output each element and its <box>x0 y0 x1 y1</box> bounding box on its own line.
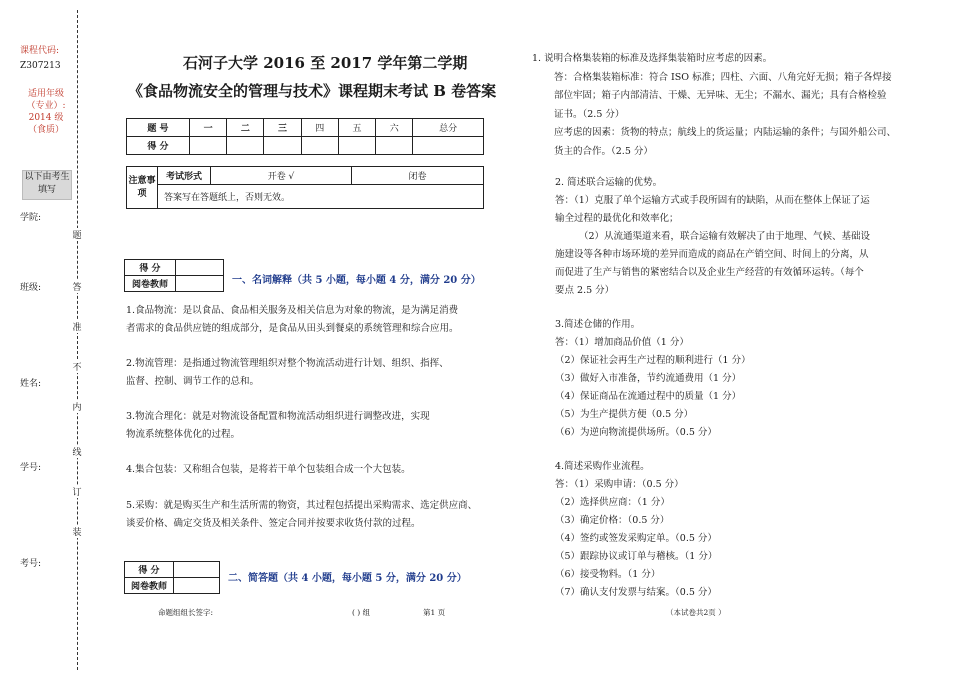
text-line: 2.物流管理：是指通过物流管理组织对整个物流活动进行计划、组织、指挥、 <box>126 358 449 369</box>
section-score-label: 得 分 <box>125 562 174 578</box>
text-line: 物流系统整体优化的过程。 <box>126 429 241 440</box>
course-code-label: 课程代码: <box>20 46 60 56</box>
college-field-label: 学院: <box>20 213 42 223</box>
score-table-header-row <box>127 119 484 137</box>
page-number: 第1 页 <box>423 608 446 617</box>
section2-score-box <box>124 561 220 594</box>
text-line: 输全过程的最优化和效率化； <box>555 213 679 224</box>
question-col: 二 <box>227 119 264 137</box>
text-line: （3）确定价格：（0.5 分） <box>555 515 670 526</box>
section1-heading: 一、名词解释（共 5 小题，每小题 4 分，满分 20 分） <box>232 275 481 286</box>
exam-title: 石河子大学 2016 至 2017 学年第二学期 <box>183 54 468 72</box>
binding-char: 答 <box>71 280 83 293</box>
text-line: （4）保证商品在流通过程中的质量（1 分） <box>555 391 742 402</box>
text-line: 4.集合包装：又称组合包装，是将若干单个包装组合成一个大包装。 <box>126 464 411 475</box>
reviewer-label: 阅卷教师 <box>125 578 174 594</box>
text-line: （5）跟踪协议或订单与稽核。（1 分） <box>555 551 718 562</box>
open-book-option: 开卷 √ <box>211 167 352 185</box>
score-table <box>126 118 484 155</box>
score-cell[interactable] <box>301 137 338 155</box>
text-line: 4.简述采购作业流程。 <box>555 461 650 472</box>
section1-item <box>126 302 511 338</box>
text-line: 1. 说明合格集装箱的标准及选择集装箱时应考虑的因素。 <box>532 53 773 64</box>
grade-line: （食质） <box>27 125 64 135</box>
text-line: 而促进了生产与销售的紧密结合以及企业生产经营的有效循环运转。（每个 <box>555 267 864 278</box>
text-line: 1.食品物流：是以食品、食品相关服务及相关信息为对象的物流，是为满足消费 <box>126 305 459 316</box>
section1-item <box>126 497 511 533</box>
text-line: 答：（1）增加商品价值（1 分） <box>555 337 689 348</box>
text-line: （3）做好入市准备，节约流通费用（1 分） <box>555 373 742 384</box>
text-line: 答：（1）克服了单个运输方式或手段所固有的缺陷，从而在整体上保证了运 <box>555 195 870 206</box>
text-line: 施建设等各种市场环境的差异而造成的商品在产销空间、时间上的分离，从 <box>555 249 869 260</box>
question-col: 三 <box>264 119 301 137</box>
text-line: 部位牢固；箱子内部清洁、干燥、无异味、无尘；不漏水、漏光；具有合格检验 <box>554 90 887 101</box>
total-col: 总分 <box>413 119 484 137</box>
text-line: 2. 简述联合运输的优势。 <box>555 177 663 188</box>
group-label: ( ) 组 <box>352 608 371 617</box>
question-col: 四 <box>301 119 338 137</box>
closed-book-option: 闭卷 <box>352 167 484 185</box>
text-line: （6）接受物料。（1 分） <box>555 569 661 580</box>
text-line: （2）保证社会再生产过程的顺利进行（1 分） <box>555 355 751 366</box>
score-cell[interactable] <box>338 137 375 155</box>
binding-char: 内 <box>71 400 83 413</box>
notice-row <box>127 185 484 209</box>
class-field-label: 班级: <box>20 283 42 293</box>
binding-char: 题 <box>71 228 83 241</box>
notice-note: 答案写在答题纸上，否则无效。 <box>158 185 484 209</box>
text-line: 应考虑的因素：货物的特点；航线上的货运量；内陆运输的条件；与国外船公司、 <box>554 127 897 138</box>
text-line: 5.采购：就是购买生产和生活所需的物资，其过程包括提出采购需求、选定供应商、 <box>126 500 478 511</box>
grade-line: （专业）: <box>26 101 66 111</box>
question-col: 一 <box>190 119 227 137</box>
notice-label: 注意事项 <box>127 167 158 209</box>
short-answer-q2 <box>555 174 955 300</box>
text-line: 3.物流合理化：就是对物流设备配置和物流活动组织进行调整改进，实现 <box>126 411 430 422</box>
binding-char: 不 <box>71 360 83 373</box>
reviewer-cell[interactable] <box>174 578 220 594</box>
text-line: 答：（1）采购申请：（0.5 分） <box>555 479 684 490</box>
text-line: 证书。（2.5 分） <box>554 108 625 120</box>
section-score-cell[interactable] <box>176 260 224 276</box>
binding-char: 装 <box>71 525 83 538</box>
score-cell[interactable] <box>376 137 413 155</box>
score-cell[interactable] <box>227 137 264 155</box>
binding-char: 准 <box>71 320 83 333</box>
text-line: （7）确认支付发票与结案。（0.5 分） <box>555 587 717 598</box>
text-line: 谈妥价格、确定交货及相关条件、签定合同并按要求收货付款的过程。 <box>126 518 421 529</box>
text-line: 答：合格集装箱标准：符合 ISO 标准；四柱、六面、八角完好无损；箱子各焊接 <box>554 71 892 83</box>
hint-line: 以下由考生 <box>24 172 70 182</box>
text-line: 者需求的食品供应链的组成部分，是食品从田头到餐桌的系统管理和综合应用。 <box>126 323 459 334</box>
exam-subtitle: 《食品物流安全的管理与技术》课程期末考试 B 卷答案 <box>128 82 497 100</box>
score-cell[interactable] <box>190 137 227 155</box>
binding-char: 订 <box>71 485 83 498</box>
text-line: 货主的合作。（2.5 分） <box>554 145 653 157</box>
section-score-cell[interactable] <box>174 562 220 578</box>
section-score-label: 得 分 <box>125 260 176 276</box>
section1-item <box>126 355 511 391</box>
text-line: （6）为逆向物流提供场所。（0.5 分） <box>555 427 717 438</box>
course-code: Z307213 <box>20 61 61 71</box>
applicable-grade <box>24 88 68 136</box>
section1-score-box <box>124 259 224 292</box>
reviewer-label: 阅卷教师 <box>125 276 176 292</box>
text-line: （5）为生产提供方便（0.5 分） <box>555 409 694 420</box>
text-line: 要点 2.5 分） <box>555 285 615 296</box>
grade-line: 适用年级 <box>27 89 64 99</box>
binding-line <box>77 10 78 670</box>
section1-item <box>126 461 511 479</box>
exam-format-label: 考试形式 <box>158 167 211 185</box>
section1-item <box>126 408 511 444</box>
text-line: （2）从流通渠道来看，联合运输有效解决了由于地理、气候、基础设 <box>579 231 871 242</box>
binding-char: 线 <box>71 445 83 458</box>
notice-table <box>126 166 484 209</box>
short-answer-q4 <box>555 458 955 602</box>
question-col: 五 <box>338 119 375 137</box>
section2-heading: 二、简答题（共 4 小题，每小题 5 分，满分 20 分） <box>228 573 467 584</box>
grade-line: 2014 级 <box>28 113 64 123</box>
score-cell[interactable] <box>413 137 484 155</box>
text-line: 3.简述仓储的作用。 <box>555 319 641 330</box>
hint-line: 填写 <box>37 185 56 195</box>
question-col: 六 <box>376 119 413 137</box>
score-cell[interactable] <box>264 137 301 155</box>
notice-row <box>127 167 484 185</box>
total-pages-note: （本试卷共2页 ） <box>666 608 726 617</box>
name-field-label: 姓名: <box>20 379 42 389</box>
text-line: （2）选择供应商：（1 分） <box>555 497 670 508</box>
question-number-label: 题 号 <box>127 119 190 137</box>
student-id-field-label: 学号: <box>20 463 42 473</box>
text-line: （4）签约或签发采购定单。（0.5 分） <box>555 533 717 544</box>
student-fill-hint <box>22 170 72 200</box>
short-answer-q3 <box>555 316 955 442</box>
score-label: 得 分 <box>127 137 190 155</box>
exam-number-field-label: 考号: <box>20 559 42 569</box>
reviewer-cell[interactable] <box>176 276 224 292</box>
text-line: 监督、控制、调节工作的总和。 <box>126 376 260 387</box>
signature-label: 命题组组长签字: <box>158 608 214 617</box>
score-table-score-row <box>127 137 484 155</box>
short-answer-q1 <box>532 50 952 161</box>
